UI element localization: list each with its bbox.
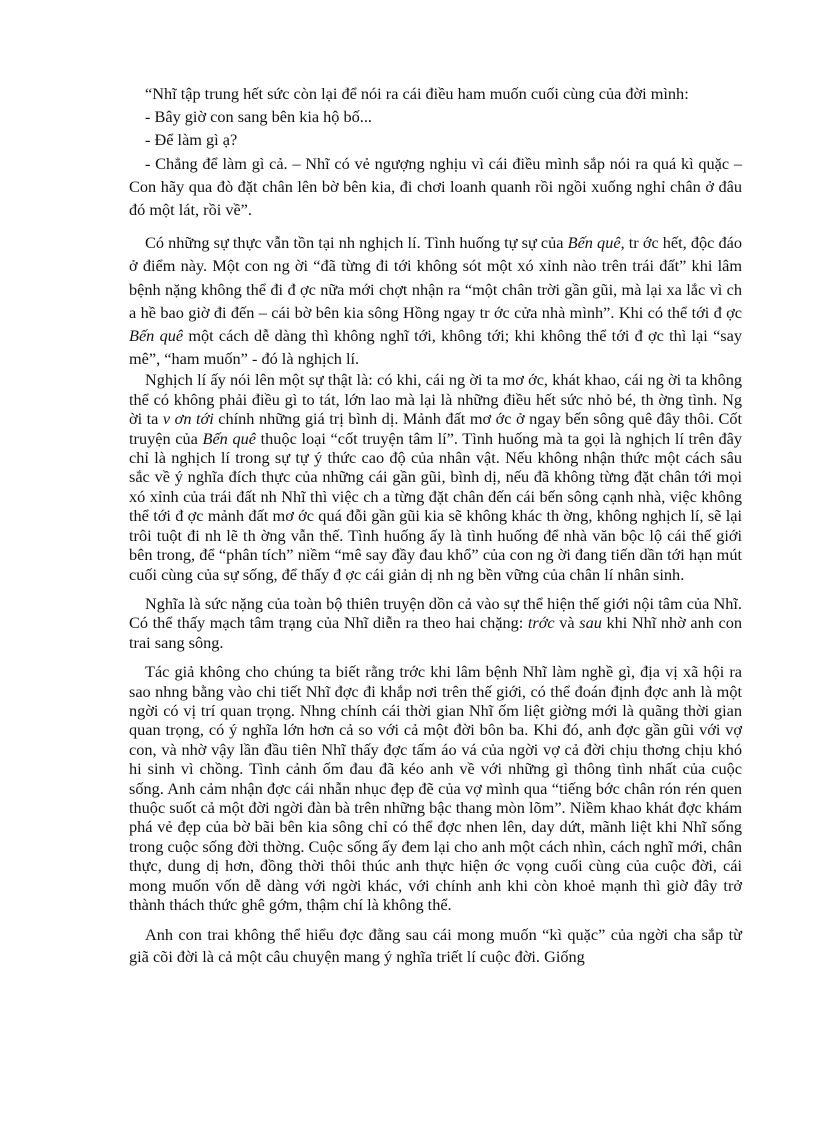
paragraph-7	[129, 594, 742, 652]
text-run: chính những giá trị bình dị. Mảnh đất mơ ớc ở ngay bến sông quê đây thôi. Cốt truyện của	[129, 409, 743, 448]
text-run: và	[554, 613, 580, 633]
italic-word: trớc	[527, 613, 555, 633]
text-run: Nghĩa là sức nặng của toàn bộ thiên truyện dồn cả vào sự thể hiện thế giới nội tâm của Nhĩ. Có thể thấy mạch tâm trạng của Nhĩ diễn ra theo hai chặng:	[129, 593, 742, 633]
italic-title: Bến quê	[202, 428, 256, 448]
text-run: thuộc loại “cốt truyện tâm lí”. Tình huống mà ta gọi là nghịch lí trên đây chỉ là nghịch lí trong sự tự ý thức cao độ của nhân vật. Nếu không nhận thức một cách sâu sắc về ý nghĩa đích thực của những cái gần gũi, bình dị, nếu đã không từng đặt chân tới mọi xó xỉnh của trái đất nh Nhĩ thì việc ch a từng đặt chân đến cái bến sông cạnh nhà, việc không thể tới đ ợc mảnh đất mơ ớc quá đỗi gần gũi kia sẽ không khác th ờng, không nghịch lí, sẽ lại trôi tuột đi nh lẽ th ờng vẫn thế. Tình huống ấy là tình huống để nhà văn bộc lộ cái thế giới bên trong, để “phân tích” niềm “mê say đầy đau khổ” của con ng ời đang tiến dần tới hạn mút cuối cùng của sự sống, để thấy đ ợc cái giản dị nh ng bền vững của chân lí nhân sinh.	[129, 428, 743, 584]
italic-phrase: v ơn tới	[162, 409, 214, 429]
paragraph-2: - Bây giờ con sang bên kia hộ bố...	[145, 107, 373, 127]
paragraph-6	[129, 370, 742, 583]
italic-word: sau	[579, 613, 602, 633]
text-run: , tr ớc hết, độc đáo ở điểm này. Một con ng ời “đã từng đi tới không sót một xó xỉnh nào trên trái đất” khi lâm bệnh nặng không thể đi đ ợc nữa mới chợt nhận ra “một chân trời gần gũi, mà lại xa lắc vì ch a hề bao giờ đi đến – cái bờ bên kia sông Hồng ngay tr ớc cửa nhà mình”. Khi có thể tới đ ợc	[129, 233, 743, 322]
text-run: một cách dễ dàng thì không nghĩ tới, không tới; khi không thể tới đ ợc thì lại “say mê”, “ham muốn” - đó là nghịch lí.	[129, 326, 742, 369]
paragraph-1: “Nhĩ tập trung hết sức còn lại để nói ra cái điều ham muốn cuối cùng của đời mình:	[145, 84, 689, 103]
paragraph-8: Tác giả không cho chúng ta biết rằng trớc khi lâm bệnh Nhĩ làm nghề gì, địa vị xã hội ra sao nhng bằng vào chi tiết Nhĩ đợc đi khắp nơi trên thế giới, có thể đoán định đợc anh là một ngời có vị trí quan trọng. Nhng chính cái thời gian Nhĩ ốm liệt giờng mới là quãng thời gian quan trọng, có ý nghĩa lớn hơn cả so với cả một đời bôn ba. Khi đó, anh đợc gần gũi với vợ con, và nhờ vậy lần đầu tiên Nhĩ thấy đợc tấm áo vá của ngời vợ cả đời chịu thơng chịu khó hi sinh vì chồng. Tình cảnh ốm đau đã kéo anh về với những gì thông tình nhất của cuộc sống. Anh cảm nhận đợc cái nhẫn nhục đẹp đẽ của vợ mình qua “tiếng bớc chân rón rén quen thuộc suốt cả một đời ngời đàn bà trên những bậc thang mòn lõm”. Niềm khao khát đợc khám phá vẻ đẹp của bờ bãi bên kia sông chỉ có thể đợc nhen lên, day dứt, mãnh liệt khi Nhĩ sống trong cuộc sống đời thờng. Cuộc sống ấy đem lại cho anh một cách nhìn, cách nghĩ mới, chân thực, dung dị hơn, đồng thời thôi thúc anh thực hiện ớc vọng cuối cùng của cuộc đời, cái mong muốn vốn dễ dàng với ngời khác, với chính anh khi còn khoẻ mạnh thì giờ đây trở thành thách thức ghê gớm, thậm chí là không thể.	[129, 662, 742, 914]
paragraph-9: Anh con trai không thể hiểu đợc đằng sau cái mong muốn “kì quặc” của ngời cha sắp từ giã cõi đời là cả một câu chuyện mang ý nghĩa triết lí cuộc đời. Giống	[129, 925, 742, 966]
italic-title: Bến quê	[567, 233, 621, 253]
paragraph-3: - Để làm gì ạ?	[145, 130, 238, 150]
paragraph-5	[129, 231, 742, 370]
text-run: Có những sự thực vẫn tồn tại nh nghịch lí. Tình huống tự sự của	[145, 233, 568, 253]
paragraph-4: - Chẳng để làm gì cả. – Nhĩ có vẻ ngượng nghịu vì cái điều mình sắp nói ra quá kì quặc – Con hãy qua đò đặt chân lên bờ bên kia, đi chơi loanh quanh rồi ngồi xuống nghỉ chân ở đâu đó một lát, rồi về”.	[129, 153, 742, 220]
text-run: khi Nhĩ nhờ anh con trai sang sông.	[129, 613, 742, 652]
italic-title: Bến quê	[129, 326, 184, 346]
document-page	[129, 82, 742, 967]
text-run: Nghịch lí ấy nói lên một sự thật là: có khi, cái ng ời ta mơ ớc, khát khao, cái ng ời ta không thể có không phải điều gì to tát, lớn lao mà lại là những điều hết sức nhỏ bé, th ờng tình. Ng ời ta	[129, 370, 742, 429]
